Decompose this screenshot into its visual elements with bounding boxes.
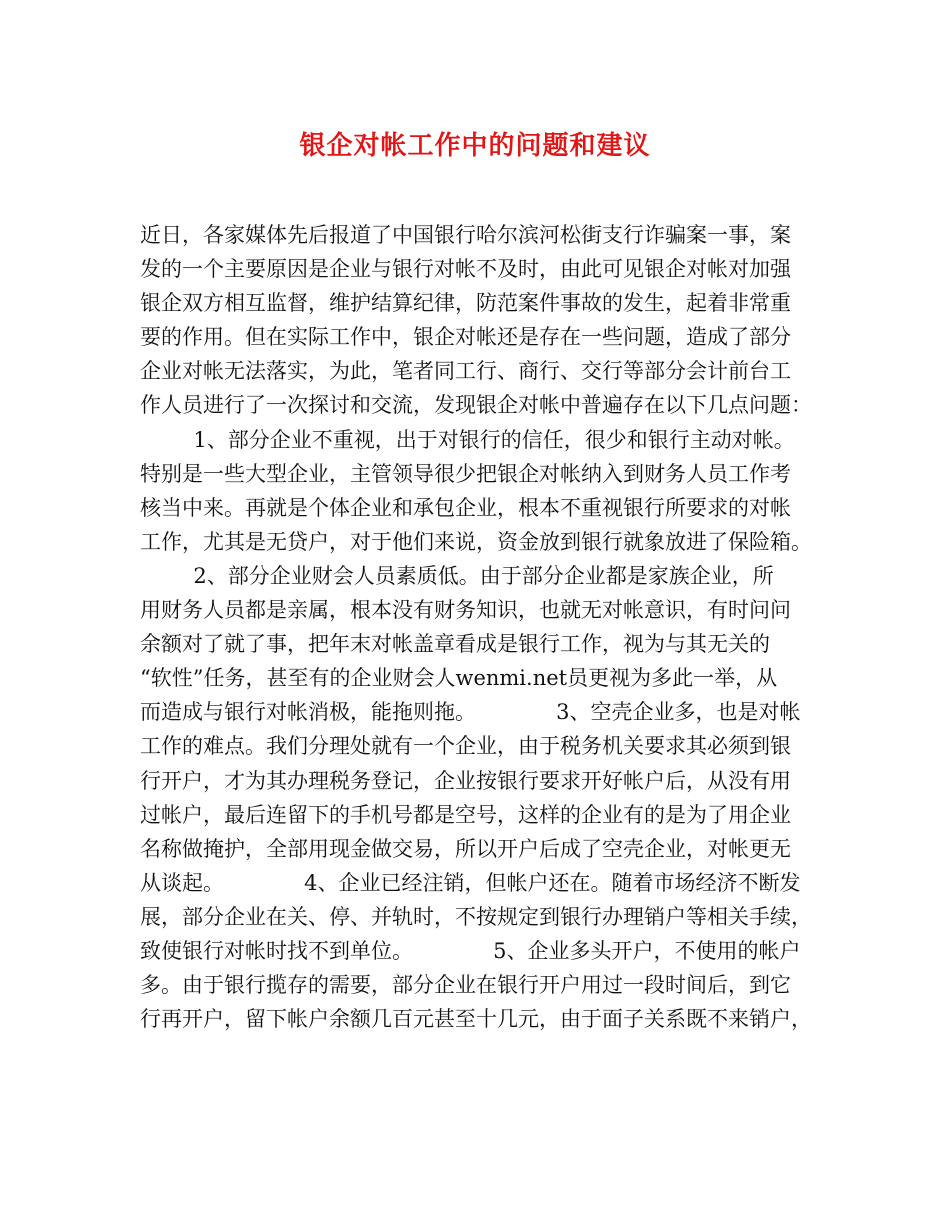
document-title: 银企对帐工作中的问题和建议 <box>299 131 651 161</box>
body-line: 名称做掩护，全部用现金做交易，所以开户后成了空壳企业，对帐更无 <box>140 836 791 861</box>
body-line: 工作的难点。我们分理处就有一个企业，由于税务机关要求其必须到银 <box>140 734 791 759</box>
body-line: 作人员进行了一次探讨和交流，发现银企对帐中普遍存在以下几点问题： <box>140 393 812 418</box>
body-line: 要的作用。但在实际工作中，银企对帐还是存在一些问题，造成了部分 <box>140 325 791 350</box>
body-line: 行再开户，留下帐户余额几百元甚至十几元，由于面子关系既不来销户， <box>140 1007 812 1032</box>
body-line: 银企双方相互监督，维护结算纪律，防范案件事故的发生，起着非常重 <box>140 291 791 316</box>
body-line: 致使银行对帐时找不到单位。 5、企业多头开户，不使用的帐户 <box>140 938 801 963</box>
body-line: 而造成与银行对帐消极，能拖则拖。 3、空壳企业多，也是对帐 <box>140 700 801 725</box>
body-line: 发的一个主要原因是企业与银行对帐不及时，由此可见银企对帐对加强 <box>140 257 791 282</box>
body-line: 多。由于银行揽存的需要，部分企业在银行开户用过一段时间后，到它 <box>140 973 791 998</box>
body-line: 1、部分企业不重视，出于对银行的信任，很少和银行主动对帐。 <box>140 427 795 452</box>
body-line: 从谈起。 4、企业已经注销，但帐户还在。随着市场经济不断发 <box>140 870 801 895</box>
body-line: 行开户，才为其办理税务登记，企业按银行要求开好帐户后，从没有用 <box>140 768 791 793</box>
body-line: 企业对帐无法落实，为此，笔者同工行、商行、交行等部分会计前台工 <box>140 359 791 384</box>
document-body <box>140 218 815 1036</box>
body-line: 过帐户，最后连留下的手机号都是空号，这样的企业有的是为了用企业 <box>140 802 791 827</box>
body-line: 近日，各家媒体先后报道了中国银行哈尔滨河松街支行诈骗案一事，案 <box>140 223 791 247</box>
body-line: 余额对了就了事，把年末对帐盖章看成是银行工作，视为与其无关的 <box>140 632 770 657</box>
body-line: 用财务人员都是亲属，根本没有财务知识，也就无对帐意识，有时问问 <box>140 598 791 623</box>
body-line: “软性”任务，甚至有的企业财会人wenmi.net员更视为多此一举，从 <box>140 666 778 691</box>
body-line: 工作，尤其是无贷户，对于他们来说，资金放到银行就象放进了保险箱。 <box>140 529 812 554</box>
body-line: 展，部分企业在关、停、并轨时，不按规定到银行办理销户等相关手续， <box>140 904 812 929</box>
body-line: 2、部分企业财会人员素质低。由于部分企业都是家族企业，所 <box>140 563 774 588</box>
body-line: 特别是一些大型企业，主管领导很少把银企对帐纳入到财务人员工作考 <box>140 461 791 486</box>
body-line: 核当中来。再就是个体企业和承包企业，根本不重视银行所要求的对帐 <box>140 495 791 520</box>
